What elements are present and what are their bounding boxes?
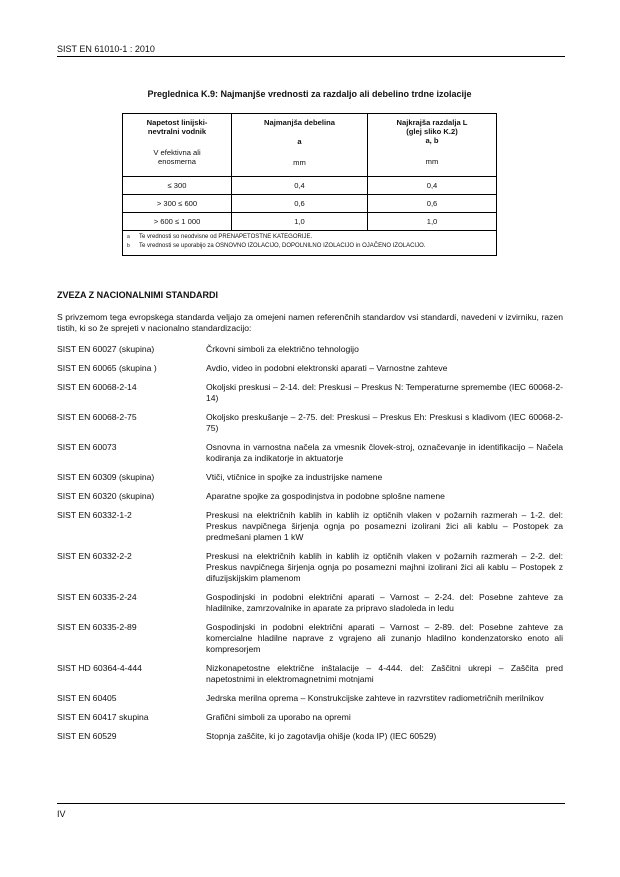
footnote-text: Te vrednosti so neodvisne od PRENAPETOSTNE KATEGORIJE.	[139, 234, 313, 240]
col2-header: Najmanjša debelina	[264, 118, 335, 127]
table-header-row	[123, 114, 497, 177]
insulation-table	[122, 113, 497, 256]
table-cell: 1,0	[368, 213, 497, 231]
standard-title: Vtiči, vtičnice in spojke za industrijske namene	[206, 472, 383, 482]
standard-entry	[57, 510, 563, 543]
col2-unit: mm	[293, 158, 306, 167]
col3-subheader: (glej sliko K.2)	[406, 127, 458, 136]
standard-entry	[57, 693, 563, 704]
standard-entry	[57, 344, 563, 355]
standard-entry	[57, 663, 563, 685]
standard-code: SIST EN 60405	[57, 693, 117, 703]
standard-code: SIST EN 60529	[57, 731, 117, 741]
standard-entry	[57, 592, 563, 614]
standard-code: SIST EN 60335-2-24	[57, 592, 137, 602]
standard-title: Osnovna in varnostna načela za vmesnik človek-stroj, označevanje in identifikacijo – Načela kodiranja za indikatorje in aktuatorje	[206, 442, 563, 463]
footnote-mark: b	[127, 243, 130, 249]
standard-entry	[57, 382, 563, 404]
col1-header-l2: nevtralni vodnik	[147, 127, 207, 136]
standard-title: Okoljsko preskušanje – 2-75. del: Preskusi – Preskus Eh: Preskusi s kladivom (IEC 60068-2-75)	[206, 412, 563, 433]
col1-unit-l1: V efektivna ali	[153, 148, 201, 157]
col1-unit-l2: enosmerna	[158, 157, 196, 166]
standard-title: Jedrska merilna oprema – Konstrukcijske zahteve in razvrstitev radiometričnih merilnikov	[206, 693, 544, 703]
footnote	[127, 243, 492, 249]
standard-entry	[57, 442, 563, 464]
col3-unit: mm	[425, 157, 439, 166]
standard-entry	[57, 712, 563, 723]
header-rule	[57, 56, 565, 57]
standard-code: SIST EN 60335-2-89	[57, 622, 137, 632]
footnote-text: Te vrednosti se uporabijo za OSNOVNO IZOLACIJO, DOPOLNILNO IZOLACIJO in OJAČENO IZOLACIJO.	[139, 243, 426, 249]
section-heading: ZVEZA Z NACIONALNIMI STANDARDI	[57, 290, 218, 300]
standard-title: Stopnja zaščite, ki jo zagotavlja ohišje (koda IP) (IEC 60529)	[206, 731, 437, 741]
table-cell: 0,6	[232, 195, 368, 213]
col2-note: a	[297, 137, 302, 146]
standard-entry	[57, 551, 563, 584]
standard-entry	[57, 412, 563, 434]
standard-code: SIST EN 60309 (skupina)	[57, 472, 155, 482]
standard-code: SIST EN 60332-2-2	[57, 551, 132, 561]
footnote	[127, 234, 492, 240]
footer-rule	[57, 803, 565, 804]
table-cell: ≤ 300	[123, 177, 232, 195]
standard-code: SIST EN 60068-2-14	[57, 382, 137, 392]
standard-title: Gospodinjski in podobni električni aparati – Varnost – 2-24. del: Posebne zahteve za hladilnike, zamrzovalnike in aparate za pripravo sladoleda in ledu	[206, 592, 563, 613]
table-cell: 0,4	[368, 177, 497, 195]
standard-entry	[57, 472, 563, 483]
standard-code: SIST EN 60068-2-75	[57, 412, 137, 422]
standard-entry	[57, 363, 563, 374]
standard-code: SIST EN 60332-1-2	[57, 510, 132, 520]
standard-code: SIST EN 60073	[57, 442, 117, 452]
standard-code: SIST EN 60027 (skupina)	[57, 344, 155, 354]
standard-code: SIST EN 60417 skupina	[57, 712, 149, 722]
standard-title: Preskusi na električnih kablih in kablih iz optičnih vlaken v požarnih razmerah – 2-2. del: Preskus navpičnega širjenja ognja po posamezni majhni izolirani žici ali kablu – Postopek z difuzijskijskim plamenom	[206, 551, 563, 583]
col3-note: a, b	[425, 136, 439, 145]
standard-title: Nizkonapetostne električne inštalacije – 4-444. del: Zaščitni ukrepi – Zaščita pred napetostnimi in elektromagnetnimi motnjami	[206, 663, 563, 684]
footnote-mark: a	[127, 234, 130, 240]
standard-title: Črkovni simboli za električno tehnologijo	[206, 344, 359, 354]
intro-paragraph: S privzemom tega evropskega standarda veljajo za omejeni namen referenčnih standardov vsi standardi, navedeni v izvirniku, razen tistih, ki so že sprejeti v nacionalno standardizacijo:	[57, 312, 563, 333]
table-footnotes	[123, 231, 497, 256]
standards-list	[57, 344, 563, 750]
table-cell: 0,4	[232, 177, 368, 195]
standard-title: Okoljski preskusi – 2-14. del: Preskusi – Preskus N: Temperaturne spremembe (IEC 60068-2-14)	[206, 382, 563, 403]
standard-title: Avdio, video in podobni elektronski aparati – Varnostne zahteve	[206, 363, 448, 373]
standard-code: SIST EN 60320 (skupina)	[57, 491, 155, 501]
col3-header: Najkrajša razdalja L	[396, 118, 468, 127]
standard-title: Grafični simboli za uporabo na opremi	[206, 712, 351, 722]
col1-header-l1: Napetost linijski-	[146, 118, 208, 127]
table-cell: > 600 ≤ 1 000	[123, 213, 232, 231]
standard-entry	[57, 731, 563, 742]
page-number: IV	[57, 809, 66, 819]
standard-entry	[57, 491, 563, 502]
standard-title: Preskusi na električnih kablih in kablih iz optičnih vlaken v požarnih razmerah – 1-2. del: Preskus navpičnega širjenja ognja po posamezni izolirani žici ali kablu – Postopek za predmešani plamen 1 kW	[206, 510, 563, 542]
table-title: Preglednica K.9: Najmanjše vrednosti za razdaljo ali debelino trdne izolacije	[147, 89, 472, 99]
standard-title: Aparatne spojke za gospodinjstva in podobne splošne namene	[206, 491, 445, 501]
table-row	[123, 177, 497, 195]
table-cell: 0,6	[368, 195, 497, 213]
standard-entry	[57, 622, 563, 655]
standard-title: Gospodinjski in podobni električni aparati – Varnost – 2-89. del: Posebne zahteve za komercialne hladilne naprave z vgrajeno ali zunanjo hladilno kondenzatorsko enoto ali kompresorjem	[206, 622, 563, 654]
standard-code: SIST EN 60065 (skupina )	[57, 363, 157, 373]
table-cell: > 300 ≤ 600	[123, 195, 232, 213]
table-row	[123, 213, 497, 231]
running-header: SIST EN 61010-1 : 2010	[57, 44, 155, 54]
table-cell: 1,0	[232, 213, 368, 231]
table-row	[123, 195, 497, 213]
standard-code: SIST HD 60364-4-444	[57, 663, 142, 673]
